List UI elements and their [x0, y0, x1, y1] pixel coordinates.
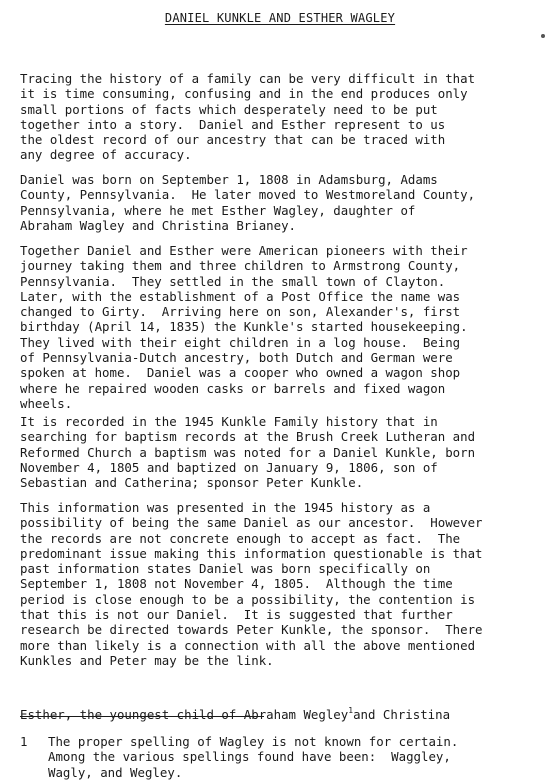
footnote-reference: 1 — [348, 706, 354, 715]
esther-text-start: Esther, the youngest child of Abraham Wegley — [20, 707, 349, 722]
footnote-number: 1 — [20, 734, 28, 749]
paragraph-baptism-record: It is recorded in the 1945 Kunkle Family history that in searching for baptism records at the Brush Creek Lutheran and Reformed Church a baptism was noted for a Daniel Kunkle, born November 4, 1805 and baptized on January 9, 1806, son of Sebastian and Catherina; sponsor Peter Kunkle. — [20, 414, 476, 491]
paragraph-esther — [20, 703, 555, 722]
footnote-divider — [20, 716, 264, 717]
esther-text-end: and Christina — [353, 707, 451, 722]
paragraph-intro: Tracing the history of a family can be very difficult in that it is time consuming, confusing and in the end produces only small portions of facts which desperately need to be put together into a story. Daniel and Esther represent to us the oldest record of our ancestry that can be traced with any degree of accuracy. — [20, 71, 476, 163]
page-title: DANIEL KUNKLE AND ESTHER WAGLEY — [164, 11, 396, 25]
paragraph-birth: Daniel was born on September 1, 1808 in Adamsburg, Adams County, Pennsylvania. He later moved to Westmoreland County, Pennsylvania, where he met Esther Wagley, daughter of Abraham Wagley and Christina Brianey. — [20, 172, 476, 233]
scan-mark — [541, 34, 545, 38]
paragraph-ancestry-question: This information was presented in the 1945 history as a possibility of being the same Daniel as our ancestor. However the records are not concrete enough to accept as fact. The predominant issue making this information questionable is that past information states Daniel was born specifically on September 1, 1808 not November 4, 1805. Although the time period is close enough to be a possibility, the contention is that this is not our Daniel. It is suggested that further research be directed towards Peter Kunkle, the sponsor. There more than likely is a connection with all the above mentioned Kunkles and Peter may be the link. — [20, 500, 483, 668]
footnote-text: The proper spelling of Wagley is not known for certain. Among the various spellings found have been: Waggley, Wagly, and Wegley. — [48, 734, 459, 780]
paragraph-pioneers: Together Daniel and Esther were American pioneers with their journey taking them and three children to Armstrong County, Pennsylvania. They settled in the small town of Clayton. Later, with the establishment of a Post Office the name was changed to Girty. Arriving here on son, Alexander's, first birthday (April 14, 1835) the Kunkle's started housekeeping. They lived with their eight children in a log house. Being of Pennsylvania-Dutch ancestry, both Dutch and German were spoken at home. Daniel was a cooper who owned a wagon shop where he repaired wooden casks or barrels and fixed wagon wheels. — [20, 243, 468, 411]
